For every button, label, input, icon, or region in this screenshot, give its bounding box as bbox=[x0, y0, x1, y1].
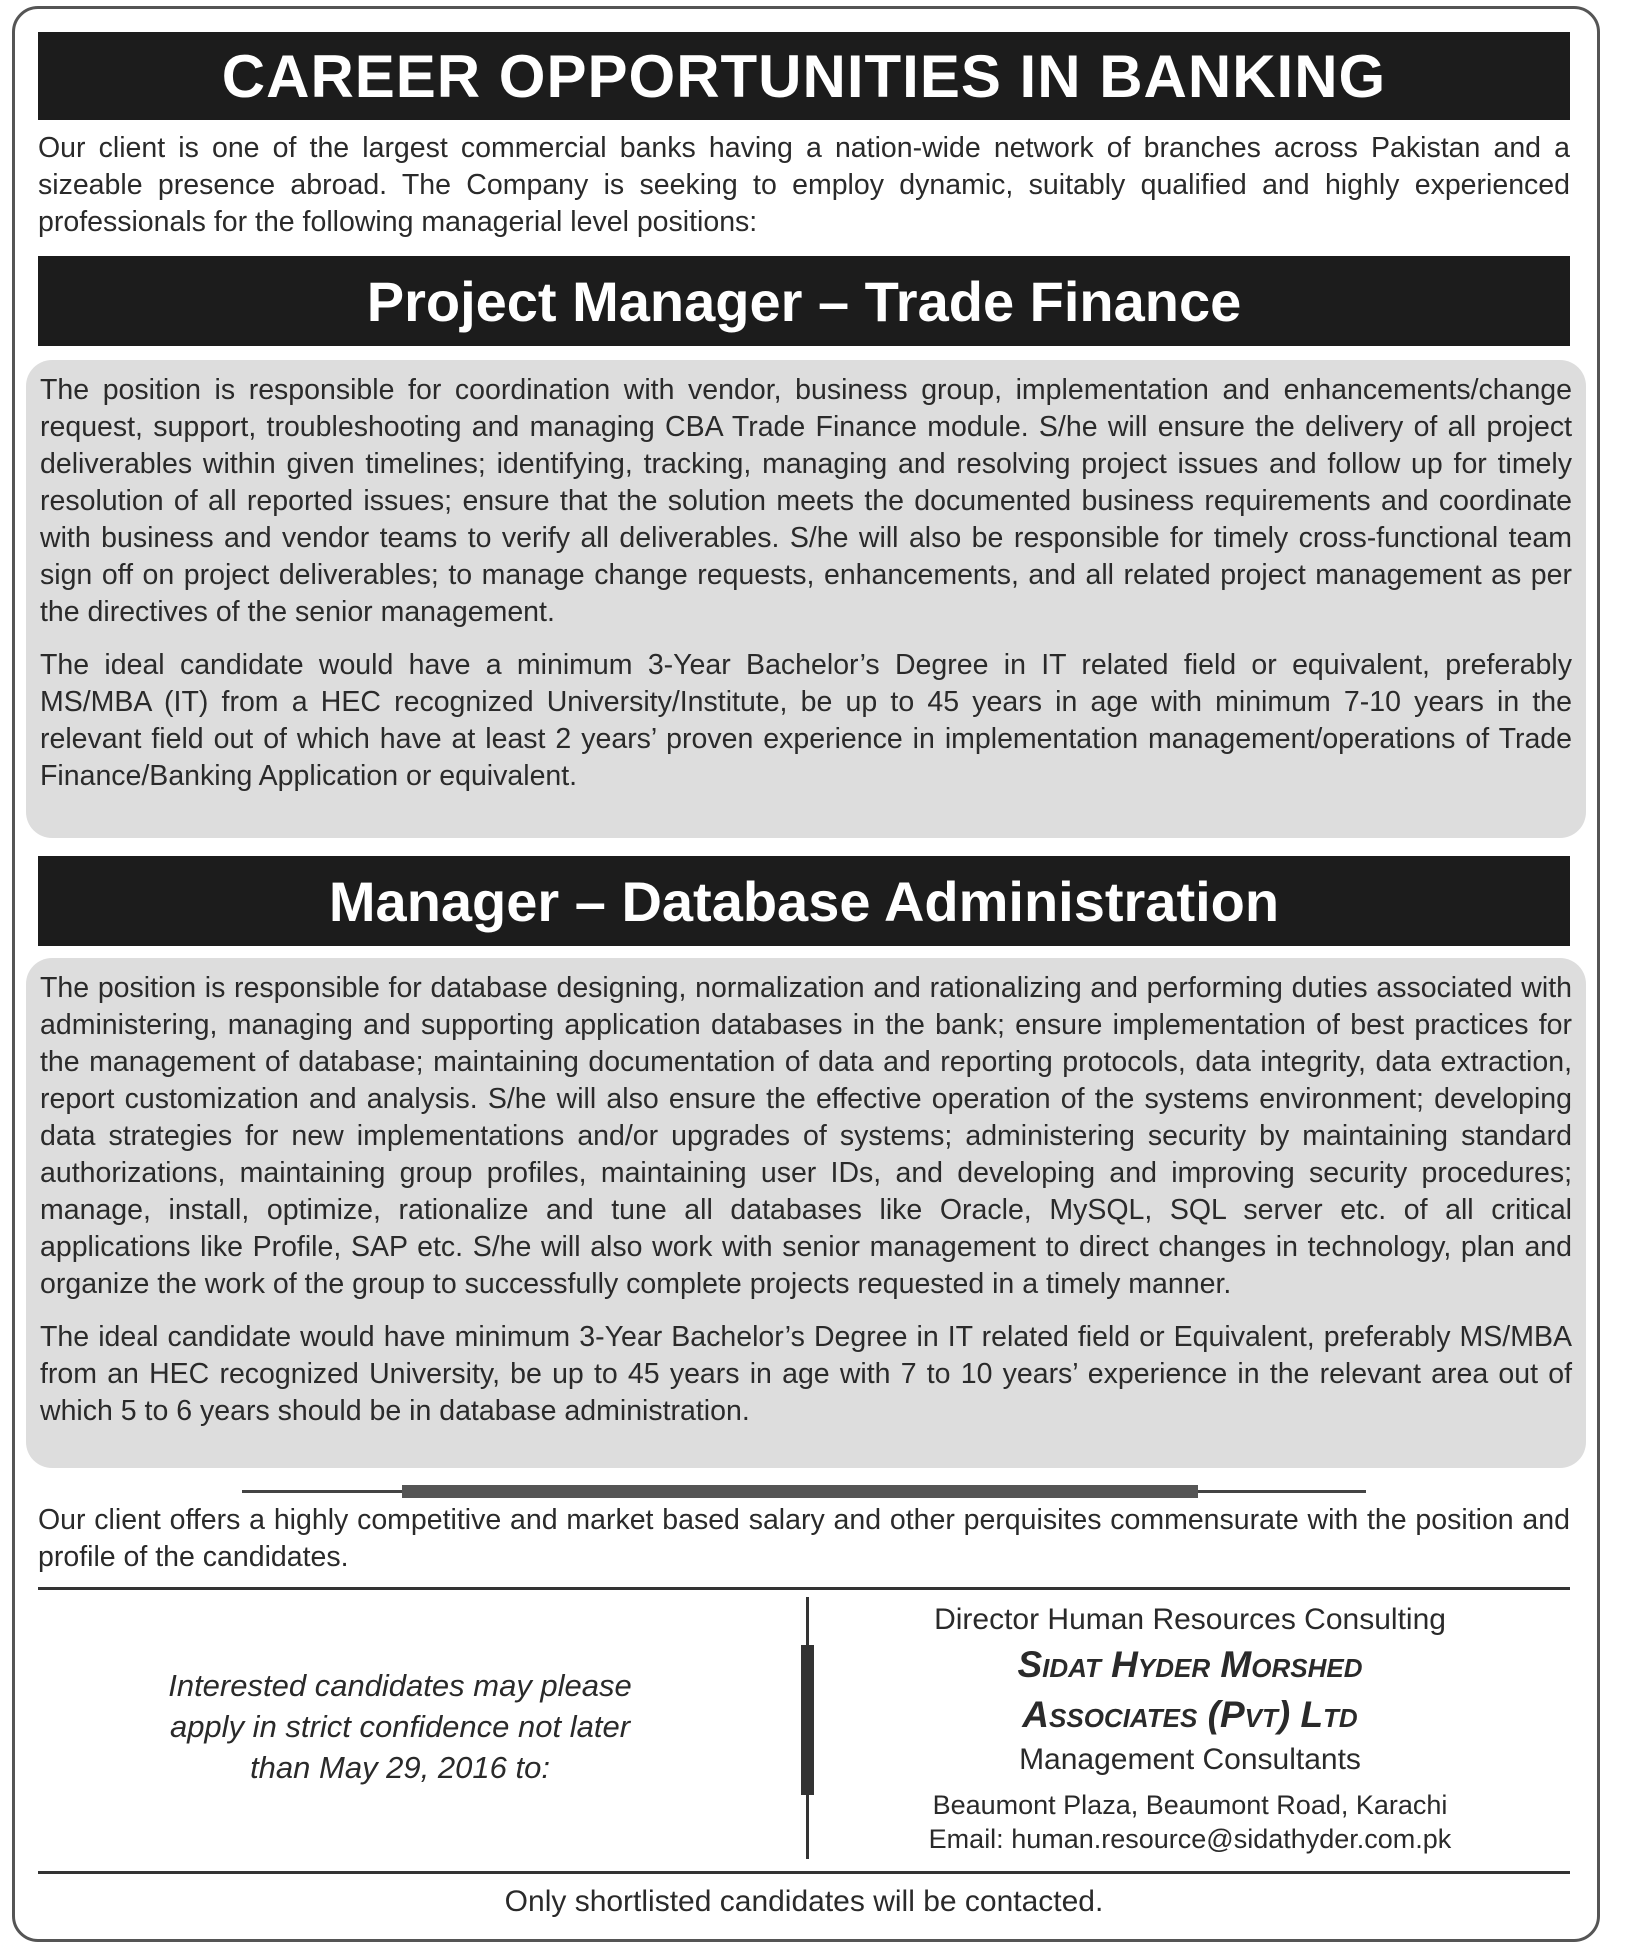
intro-paragraph: Our client is one of the largest commercial banks having a nation-wide network of branches across Pakistan and a sizeable presence abroad. The Company is seeking to employ dynamic, suitably qualified and highly experienced professionals for the following managerial level positions: bbox=[38, 132, 1570, 238]
position-2-responsibilities: The position is responsible for database designing, normalization and rationalizing and performing duties associated with administering, managing and supporting application databases in the bank; ensure implementation of best practices for the management of database; maintaining documentation of data and reporting protocols, data integrity, data extraction, report customization and analysis. S/he will also ensure the effective operation of the systems environment; developing data strategies for new implementations and/or upgrades of systems; administering security by maintaining standard authorizations, maintaining group profiles, maintaining user IDs, and developing and improving security procedures; manage, install, optimize, rationalize and tune all databases like Oracle, MySQL, SQL server etc. of all critical applications like Profile, SAP etc. S/he will also work with senior management to direct changes in technology, plan and organize the work of the group to successfully complete projects requested in a timely manner. bbox=[40, 972, 1572, 1300]
footer-note: Only shortlisted candidates will be contacted. bbox=[504, 1885, 1104, 1918]
contact-role: Director Human Resources Consulting bbox=[934, 1603, 1446, 1636]
position-title-2: Manager – Database Administration bbox=[38, 856, 1570, 946]
separator-bar bbox=[402, 1485, 1198, 1498]
position-1-description bbox=[26, 360, 1586, 838]
contact-address: Beaumont Plaza, Beaumont Road, Karachi bbox=[932, 1790, 1448, 1820]
position-2-requirements: The ideal candidate would have minimum 3-Year Bachelor’s Degree in IT related field or Equivalent, preferably MS/MBA from an HEC recognized University, be up to 45 years in age with 7 to 10 years’ experience in the relevant area out of which 5 to 6 years should be in database administration. bbox=[40, 1321, 1572, 1427]
closing-paragraph: Our client offers a highly competitive and market based salary and other perquisites commensurate with the position and profile of the candidates. bbox=[38, 1504, 1570, 1573]
apply-line-2: apply in strict confidence not later bbox=[169, 1709, 631, 1744]
position-2-description bbox=[26, 958, 1586, 1468]
apply-instructions bbox=[110, 1665, 690, 1788]
position-1-responsibilities: The position is responsible for coordination with vendor, business group, implementation and enhancements/change request, support, troubleshooting and managing CBA Trade Finance module. S/he will ensure the delivery of all project deliverables within given timelines; identifying, tracking, managing and resolving project issues and follow up for timely resolution of all reported issues; ensure that the solution meets the documented business requirements and coordinate with business and vendor teams to verify all deliverables. S/he will also be responsible for timely cross-functional team sign off on project deliverables; to manage change requests, enhancements, and all related project management as per the directives of the senior management. bbox=[40, 374, 1572, 628]
contact-block bbox=[840, 1600, 1540, 1856]
apply-line-3: than May 29, 2016 to: bbox=[250, 1750, 550, 1785]
page-title: CAREER OPPORTUNITIES IN BANKING bbox=[38, 32, 1570, 120]
company-name-line-1: Sidat Hyder Morshed bbox=[1017, 1644, 1363, 1685]
company-subtitle: Management Consultants bbox=[1019, 1743, 1361, 1776]
position-title-1: Project Manager – Trade Finance bbox=[38, 256, 1570, 346]
divider-top bbox=[38, 1587, 1570, 1590]
contact-email: Email: human.resource@sidathyder.com.pk bbox=[928, 1824, 1452, 1854]
divider-bottom bbox=[38, 1871, 1570, 1874]
vertical-divider-bar bbox=[801, 1645, 814, 1795]
company-name-line-2: Associates (Pvt) Ltd bbox=[1022, 1694, 1358, 1735]
apply-line-1: Interested candidates may please bbox=[168, 1668, 632, 1703]
position-1-requirements: The ideal candidate would have a minimum 3-Year Bachelor’s Degree in IT related field or equivalent, preferably MS/MBA (IT) from a HEC recognized University/Institute, be up to 45 years in age with minimum 7-10 years in the relevant field out of which have at least 2 years’ proven experience in implementation management/operations of Trade Finance/Banking Application or equivalent. bbox=[40, 649, 1572, 792]
